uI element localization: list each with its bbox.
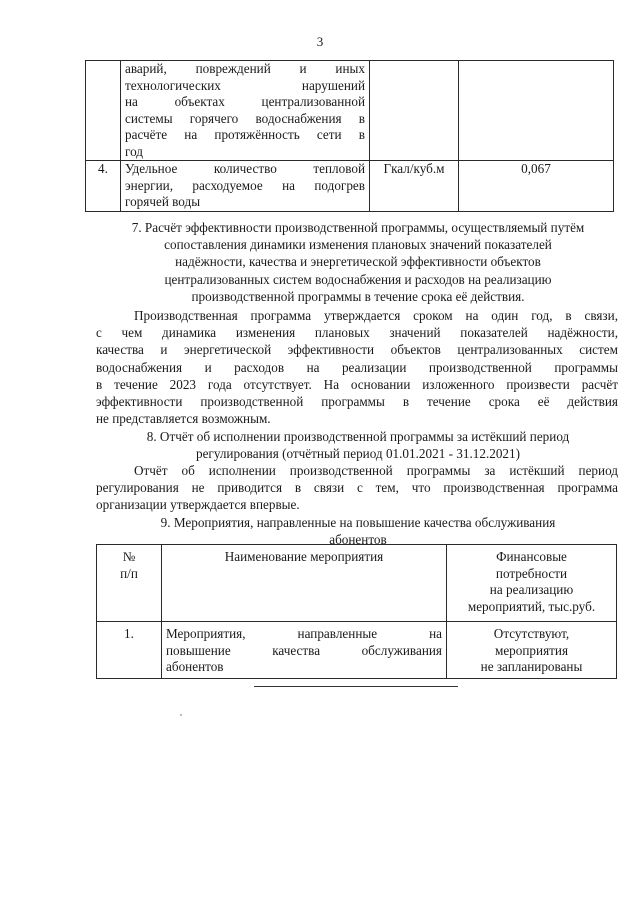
section-7-heading: 7. Расчёт эффективности производственной программы, осуществляемый путём сопоставления динамики изменения плановых значений показателей надёжности, качества и энергетической эффективности объектов централизованных систем водоснабжения и расходов на реализацию производственной программы в течение срока её действия. (131, 220, 585, 304)
page-number: 3 (316, 34, 324, 49)
indicators-table (85, 60, 614, 212)
section-9-heading: 9. Мероприятия, направленные на повышение качества обслуживания абонентов (160, 515, 556, 548)
unit-cell (370, 61, 459, 161)
section-7-paragraph: Производственная программа утверждается сроком на один год, в связи, с чем динамика изменения плановых значений показателей надёжности, качества и энергетической эффективности объектов централизованных систем водоснабжения и расходов на реализации производственной программы в течение 2023 года отсутствует. На основании изложенного произвести расчёт эффективности производственной программы в течение срока её действия не представляется возможным. (96, 308, 618, 427)
section-8-paragraph: Отчёт об исполнении производственной программы за истёкший период регулирования не приводится в связи с тем, что производственная программа организации утверждается впервые. (96, 463, 618, 513)
table-row (86, 161, 614, 212)
scan-speck (180, 714, 182, 716)
measure-name-cell: Мероприятия, направленные на повышение качества обслуживания абонентов (162, 622, 447, 679)
closing-rule (254, 686, 458, 687)
value-cell (459, 61, 614, 161)
table-row (86, 61, 614, 161)
header-name-cell: Наименование мероприятия (162, 545, 447, 622)
row-number-cell (86, 61, 121, 161)
unit-cell: Гкал/куб.м (370, 161, 459, 212)
header-number-cell: № п/п (97, 545, 162, 622)
row-number-cell: 1. (97, 622, 162, 679)
measures-table (96, 544, 617, 679)
row-number-cell: 4. (86, 161, 121, 212)
table-header-row (97, 545, 617, 622)
indicator-name-cell: аварий, повреждений и иных технологических нарушений на объектах централизованной системы горячего водоснабжения в расчёте на протяжённость сети в год (121, 61, 370, 161)
header-finance-cell: Финансовые потребности на реализацию мероприятий, тыс.руб. (447, 545, 617, 622)
table-row (97, 622, 617, 679)
indicator-name-cell: Удельное количество тепловой энергии, расходуемое на подогрев горячей воды (121, 161, 370, 212)
section-8-heading: 8. Отчёт об исполнении производственной программы за истёкший период регулирования (отчётный период 01.01.2021 - 31.12.2021) (146, 429, 570, 462)
value-cell: 0,067 (459, 161, 614, 212)
finance-cell: Отсутствуют, мероприятия не запланированы (447, 622, 617, 679)
